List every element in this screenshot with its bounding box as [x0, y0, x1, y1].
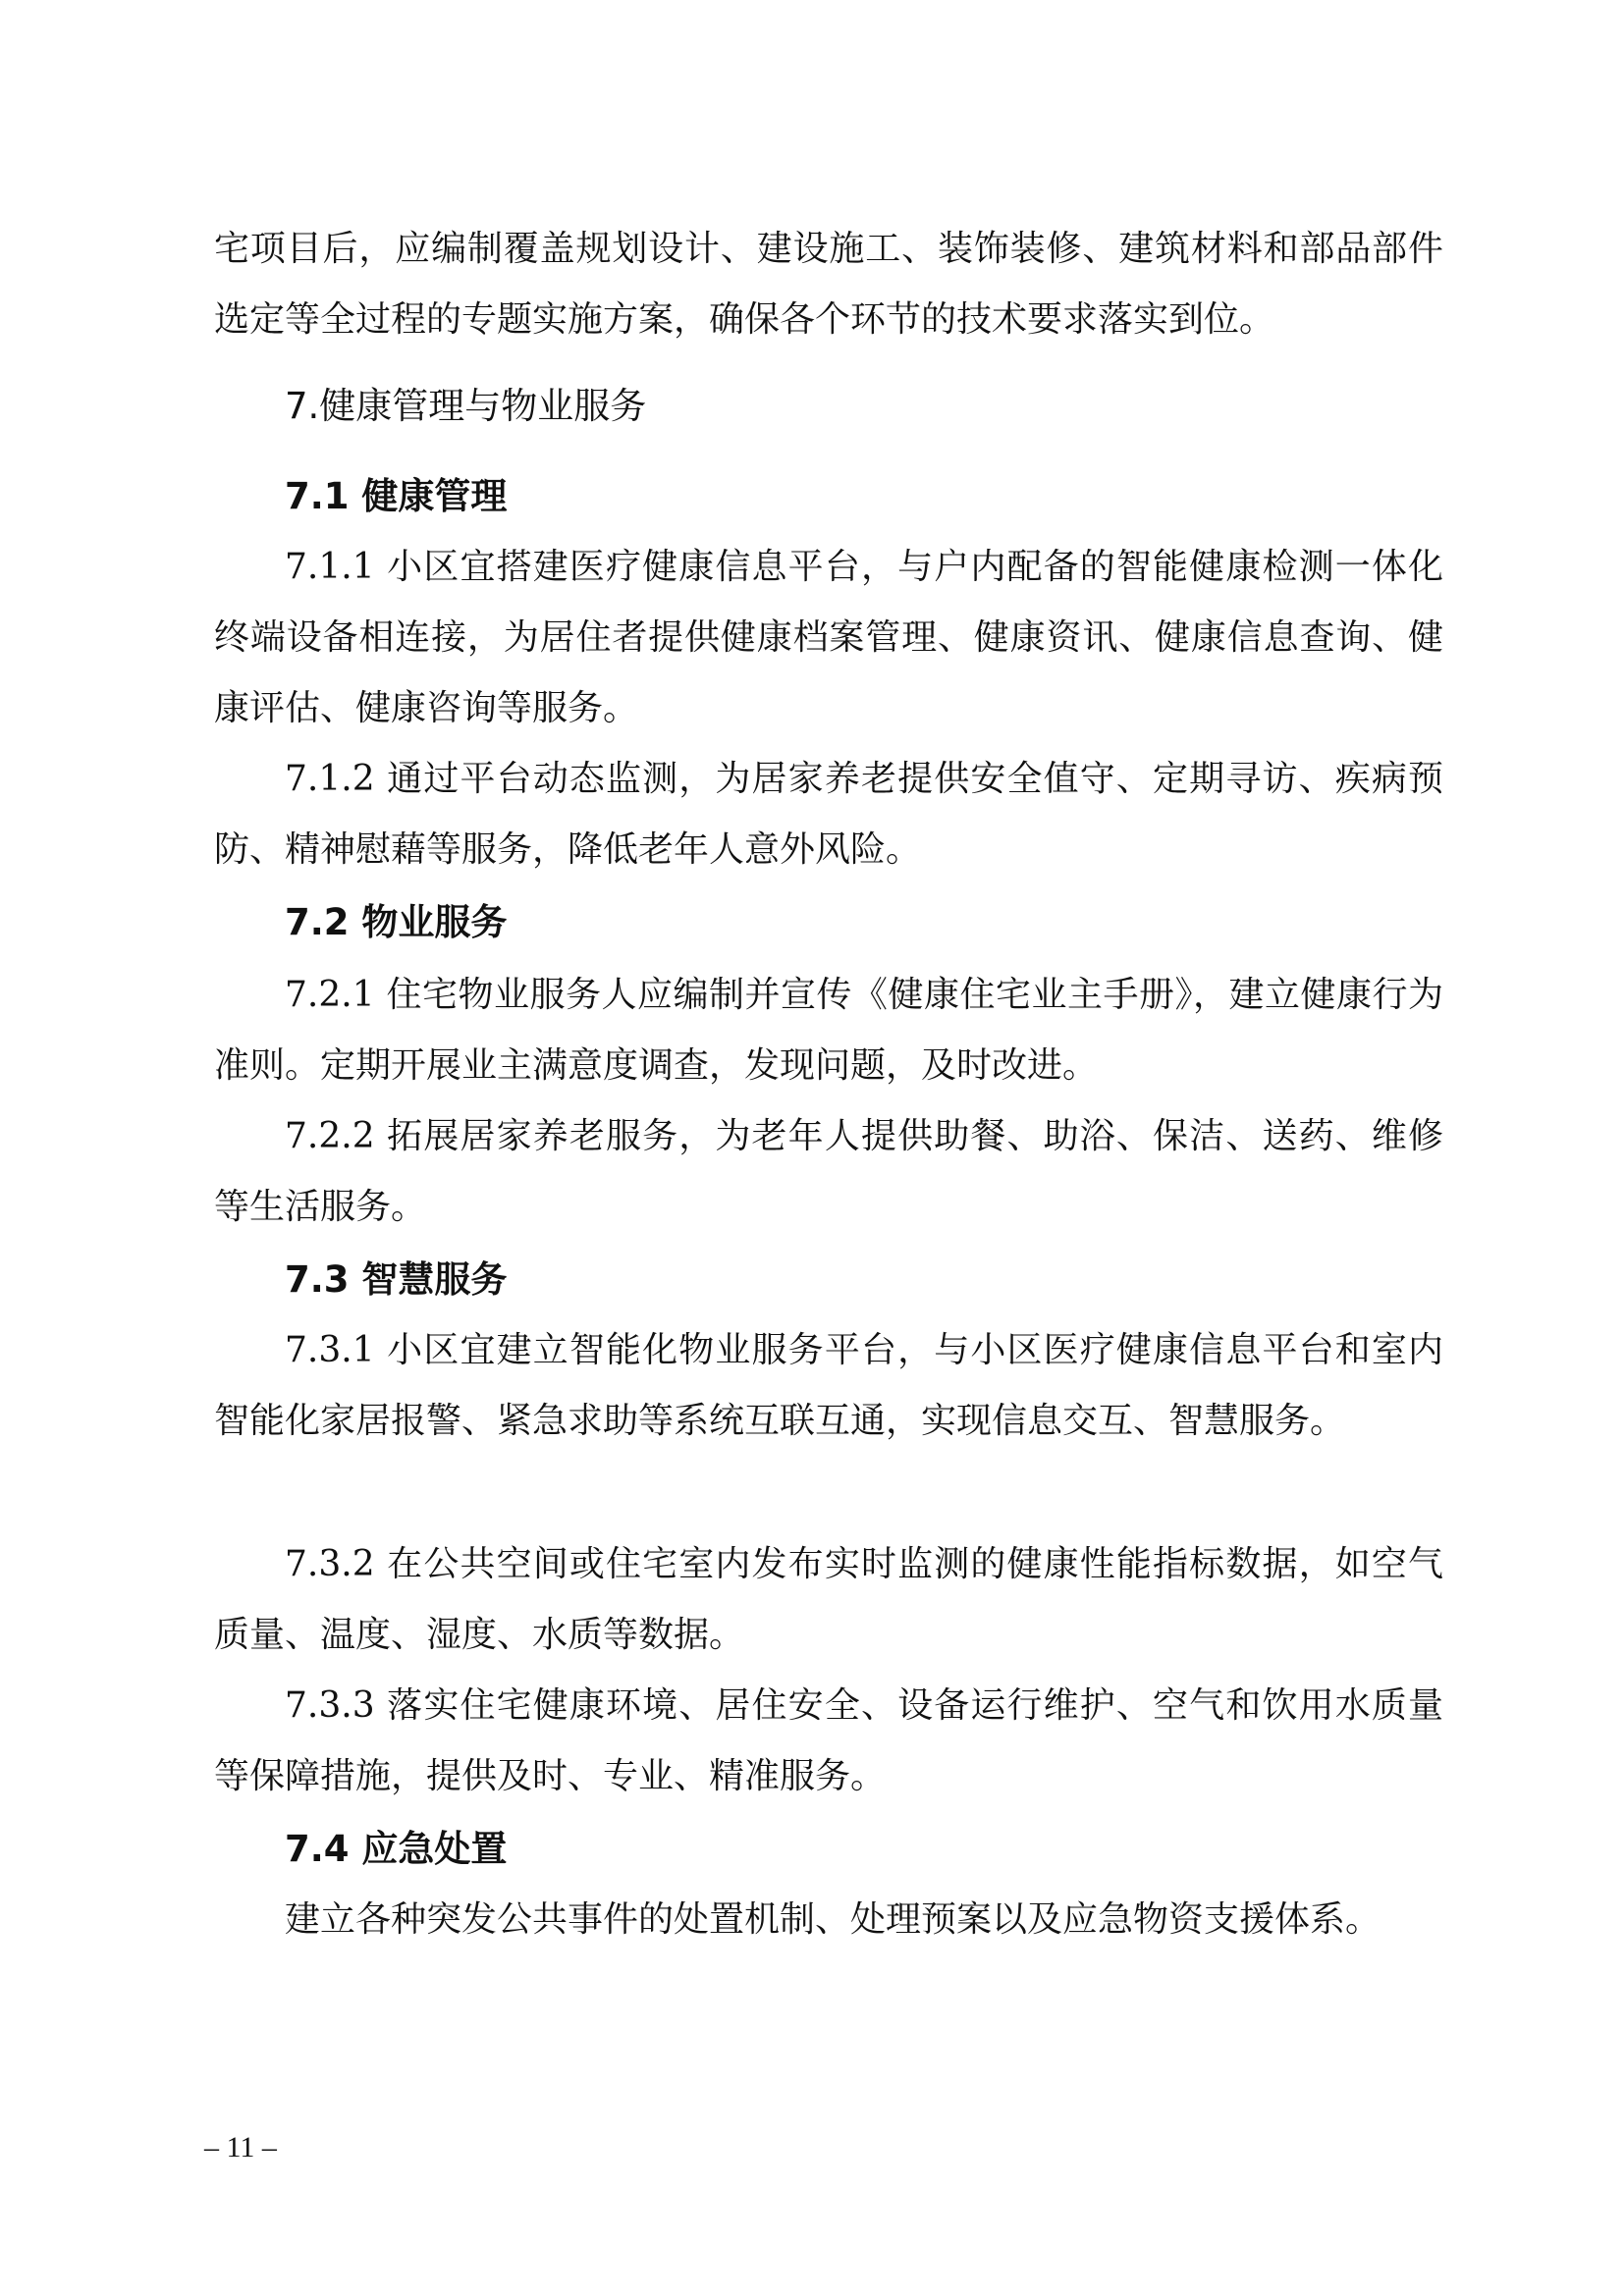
paragraph-7-3-1: 7.3.1 小区宜建立智能化物业服务平台，与小区医疗健康信息平台和室内智能化家居报警、紧急求助等系统互联互通，实现信息交互、智慧服务。	[214, 1330, 1443, 1441]
section-7-title: 7.健康管理与物业服务	[285, 385, 647, 427]
paragraph-7-3-3: 7.3.3 落实住宅健康环境、居住安全、设备运行维护、空气和饮用水质量等保障措施，提供及时、专业、精准服务。	[214, 1685, 1443, 1796]
paragraph-7-1-2: 7.1.2 通过平台动态监测，为居家养老提供安全值守、定期寻访、疾病预防、精神慰藉等服务，降低老年人意外风险。	[214, 759, 1443, 870]
paragraph-7-4: 建立各种突发公共事件的处置机制、处理预案以及应急物资支援体系。	[285, 1899, 1381, 1940]
continuation-paragraph: 宅项目后，应编制覆盖规划设计、建设施工、装饰装修、建筑材料和部品部件选定等全过程的专题实施方案，确保各个环节的技术要求落实到位。	[214, 229, 1443, 340]
heading-7-3: 7.3 智慧服务	[285, 1258, 508, 1301]
heading-7-1: 7.1 健康管理	[285, 475, 508, 517]
paragraph-7-2-1: 7.2.1 住宅物业服务人应编制并宣传《健康住宅业主手册》，建立健康行为准则。定期开展业主满意度调查，发现问题，及时改进。	[214, 975, 1443, 1086]
heading-7-2: 7.2 物业服务	[285, 901, 508, 943]
paragraph-7-2-2: 7.2.2 拓展居家养老服务，为老年人提供助餐、助浴、保洁、送药、维修等生活服务。	[214, 1116, 1443, 1227]
heading-7-4: 7.4 应急处置	[285, 1828, 508, 1870]
paragraph-7-3-2: 7.3.2 在公共空间或住宅室内发布实时监测的健康性能指标数据，如空气质量、温度、湿度、水质等数据。	[214, 1544, 1443, 1655]
page-number: – 11 –	[204, 2131, 277, 2163]
paragraph-7-1-1: 7.1.1 小区宜搭建医疗健康信息平台，与户内配备的智能健康检测一体化终端设备相连接，为居住者提供健康档案管理、健康资讯、健康信息查询、健康评估、健康咨询等服务。	[214, 547, 1443, 728]
